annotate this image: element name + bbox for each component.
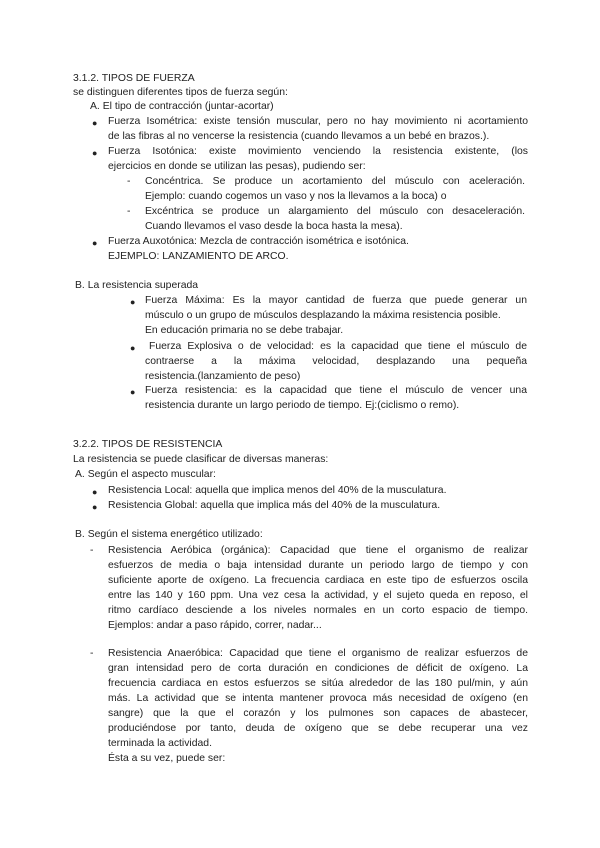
aerobica-line-3: suficiente aporte de oxígeno. La frecuencia cardiaca en este tipo de esfuerzos oscila xyxy=(108,575,528,586)
resistencia-section-a: A. Según el aspecto muscular: xyxy=(75,469,216,480)
resistencia-fuerza-line-2: resistencia durante un largo periodo de tiempo. Ej:(ciclismo o remo). xyxy=(145,400,460,411)
bullet-icon: ● xyxy=(92,148,98,158)
explosiva-line-2: contraerse a la máxima velocidad, desplazando una pequeña xyxy=(145,356,527,367)
concentrica-line-1: Concéntrica. Se produce un acortamiento del músculo con aceleración. xyxy=(145,176,525,187)
resistencia-local: Resistencia Local: aquella que implica menos del 40% de la musculatura. xyxy=(108,485,447,496)
resistencia-intro: La resistencia se puede clasificar de diversas maneras: xyxy=(73,454,329,465)
excentrica-line-1: Excéntrica se produce un alargamiento del músculo con desaceleración. xyxy=(145,206,525,217)
aerobica-line-6: Ejemplos: andar a paso rápido, correr, nadar... xyxy=(108,620,322,631)
aerobica-line-1: Resistencia Aeróbica (orgánica): Capacidad que tiene el organismo de realizar xyxy=(108,545,528,556)
fuerza-section-b: B. La resistencia superada xyxy=(75,280,199,291)
explosiva-line-3: resistencia.(lanzamiento de peso) xyxy=(145,371,301,382)
isometrica-line-1: Fuerza Isométrica: existe tensión muscular, pero no hay movimiento ni acortamiento xyxy=(108,116,528,127)
isometrica-line-2: de las fibras al no vencerse la resistencia (cuando llevamos a un bebé en brazos.). xyxy=(108,131,490,142)
excentrica-line-2: Cuando llevamos el vaso desde la boca hasta la mesa). xyxy=(145,221,403,232)
fuerza-section-a: A. El tipo de contracción (juntar-acortar) xyxy=(90,101,274,112)
resistencia-heading: 3.2.2. TIPOS DE RESISTENCIA xyxy=(73,439,223,450)
anaerobica-line-8: Ésta a su vez, puede ser: xyxy=(108,753,226,764)
anaerobica-line-7: terminada la actividad. xyxy=(108,738,212,749)
dash-icon: - xyxy=(90,648,94,659)
resistencia-global: Resistencia Global: aquella que implica más del 40% de la musculatura. xyxy=(108,500,441,511)
aerobica-line-2: esfuerzos de media o baja intensidad durante un periodo largo de tiempo y con xyxy=(108,560,528,571)
dash-icon: - xyxy=(90,545,94,556)
resistencia-fuerza-line-1: Fuerza resistencia: es la capacidad que tiene el músculo de vencer una xyxy=(145,385,527,396)
bullet-icon: ● xyxy=(92,238,98,248)
dash-icon: - xyxy=(127,206,131,217)
concentrica-line-2: Ejemplo: cuando cogemos un vaso y nos la llevamos a la boca) o xyxy=(145,191,447,202)
isotonica-line-1: Fuerza Isotónica: existe movimiento venciendo la resistencia existente, (los xyxy=(108,146,528,157)
anaerobica-line-3: frecuencia cardiaca en estos esfuerzos se sitúa alrededor de las 180 pul/min, y aún xyxy=(108,678,528,689)
maxima-line-1: Fuerza Máxima: Es la mayor cantidad de fuerza que puede generar un xyxy=(145,295,527,306)
anaerobica-line-4: más. La actividad que se intenta mantener provoca más necesidad de oxígeno (en xyxy=(108,693,528,704)
bullet-icon: ● xyxy=(92,487,98,497)
bullet-icon: ● xyxy=(130,387,136,397)
bullet-icon: ● xyxy=(92,502,98,512)
maxima-line-3: En educación primaria no se debe trabajar. xyxy=(145,325,344,336)
auxotonica-line-1: Fuerza Auxotónica: Mezcla de contracción isométrica e isotónica. xyxy=(108,236,409,247)
auxotonica-line-2: EJEMPLO: LANZAMIENTO DE ARCO. xyxy=(108,251,289,262)
bullet-icon: ● xyxy=(130,297,136,307)
fuerza-intro: se distinguen diferentes tipos de fuerza según: xyxy=(73,87,288,98)
aerobica-line-4: entre las 140 y 160 ppm. Una vez cesa la actividad, y el sujeto queda en reposo, el xyxy=(108,590,528,601)
explosiva-line-1: Fuerza Explosiva o de velocidad: es la capacidad que tiene el músculo de xyxy=(149,341,527,352)
anaerobica-line-1: Resistencia Anaeróbica: Capacidad que tiene el organismo de realizar esfuerzos de xyxy=(108,648,528,659)
isotonica-line-2: ejercicios en donde se utilizan las pesas), pudiendo ser: xyxy=(108,161,366,172)
resistencia-section-b: B. Según el sistema energético utilizado: xyxy=(75,529,263,540)
maxima-line-2: músculo o un grupo de músculos desplazando la máxima resistencia posible. xyxy=(145,310,501,321)
aerobica-line-5: ritmo cardíaco desciende a los niveles normales en un corto espacio de tiempo. xyxy=(108,605,528,616)
bullet-icon: ● xyxy=(130,343,136,353)
anaerobica-line-2: gran intensidad pero de corta duración en condiciones de déficit de oxígeno. La xyxy=(108,663,528,674)
fuerza-heading: 3.1.2. TIPOS DE FUERZA xyxy=(73,73,195,84)
anaerobica-line-6: produciéndose por tanto, deuda de oxígeno que se debe recuperar una vez xyxy=(108,723,528,734)
bullet-icon: ● xyxy=(92,118,98,128)
dash-icon: - xyxy=(127,176,131,187)
anaerobica-line-5: sangre) que la que el corazón y los pulmones son capaces de abastecer, xyxy=(108,708,528,719)
